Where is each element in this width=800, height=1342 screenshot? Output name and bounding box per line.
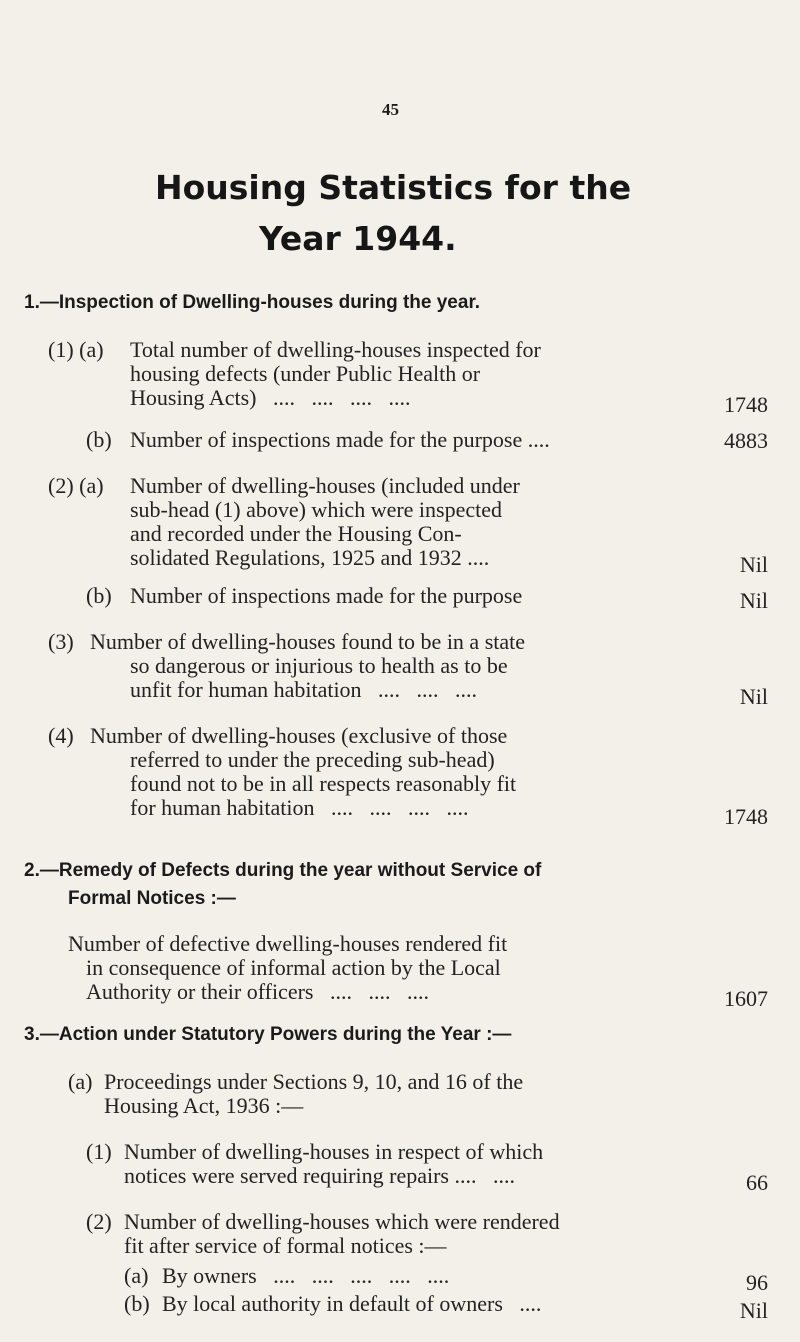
item-value: 4883: [724, 428, 768, 453]
item-value: Nil: [739, 552, 768, 577]
item-text-line: referred to under the preceding sub-head): [130, 747, 495, 772]
item-label: (1): [86, 1139, 112, 1164]
item-label: (a): [68, 1069, 93, 1094]
item-value: 1748: [724, 804, 768, 829]
section-1-heading: 1.—Inspection of Dwelling-houses during the year.: [24, 292, 481, 313]
item-text-line: sub-head (1) above) which were inspected: [130, 497, 503, 522]
page-title-line-2: Year 1944.: [259, 219, 457, 258]
item-label: (3): [48, 629, 74, 654]
item-label: (2) (a): [48, 473, 104, 498]
item-text-line: found not to be in all respects reasonably fit: [130, 771, 517, 796]
item-value: Nil: [739, 588, 768, 613]
item-value: 66: [746, 1170, 768, 1195]
item-text-line: fit after service of formal notices :—: [124, 1233, 447, 1258]
item-text-line: and recorded under the Housing Con-: [130, 521, 462, 546]
item-text-line: Authority or their officers .... .... ....: [86, 979, 429, 1004]
item-label: (a): [124, 1263, 149, 1288]
item-text-line: unfit for human habitation .... .... ....: [130, 677, 478, 702]
item-label: (1) (a): [48, 337, 104, 362]
item-text-line: Number of dwelling-houses (exclusive of those: [90, 723, 508, 748]
item-text-line: Number of dwelling-houses found to be in a state: [90, 629, 526, 654]
item-label: (2): [86, 1209, 112, 1234]
section-2-heading: 2.—Remedy of Defects during the year without Service of: [24, 860, 542, 881]
item-label: (4): [48, 723, 74, 748]
item-text-line: so dangerous or injurious to health as to be: [130, 653, 508, 678]
item-value: 1748: [724, 392, 768, 417]
item-text-line: Housing Acts) .... .... .... ....: [130, 385, 411, 410]
section-3-heading: 3.—Action under Statutory Powers during the Year :—: [24, 1024, 512, 1045]
item-text-line: Number of dwelling-houses (included under: [130, 473, 520, 498]
item-value: Nil: [739, 684, 768, 709]
item-text-line: for human habitation .... .... .... ....: [130, 795, 469, 820]
item-label: (b): [86, 583, 112, 608]
section-2-heading: Formal Notices :—: [68, 888, 236, 909]
item-text-line: notices were served requiring repairs .... ....: [124, 1163, 515, 1188]
item-value: 96: [746, 1270, 768, 1295]
item-text-line: housing defects (under Public Health or: [130, 361, 481, 386]
item-text-line: Number of inspections made for the purpose ....: [130, 427, 550, 452]
item-text-line: solidated Regulations, 1925 and 1932 ....: [130, 545, 490, 570]
item-text-line: Total number of dwelling-houses inspected for: [130, 337, 541, 362]
item-text-line: in consequence of informal action by the Local: [86, 955, 501, 980]
item-text-line: By local authority in default of owners ....: [162, 1291, 542, 1316]
item-value: Nil: [739, 1298, 768, 1323]
item-text-line: Housing Act, 1936 :—: [104, 1093, 304, 1118]
item-label: (b): [86, 427, 112, 452]
item-text-line: Number of dwelling-houses which were rendered: [124, 1209, 560, 1234]
item-label: (b): [124, 1291, 150, 1316]
item-text-line: Number of defective dwelling-houses rendered fit: [68, 931, 508, 956]
item-value: 1607: [724, 986, 768, 1011]
item-text-line: Proceedings under Sections 9, 10, and 16 of the: [104, 1069, 524, 1094]
item-text-line: Number of dwelling-houses in respect of which: [124, 1139, 544, 1164]
item-text-line: Number of inspections made for the purpose: [130, 583, 523, 608]
page-number: 45: [382, 100, 399, 119]
item-text-line: By owners .... .... .... .... ....: [162, 1263, 450, 1288]
page-title-line-1: Housing Statistics for the: [155, 168, 632, 207]
